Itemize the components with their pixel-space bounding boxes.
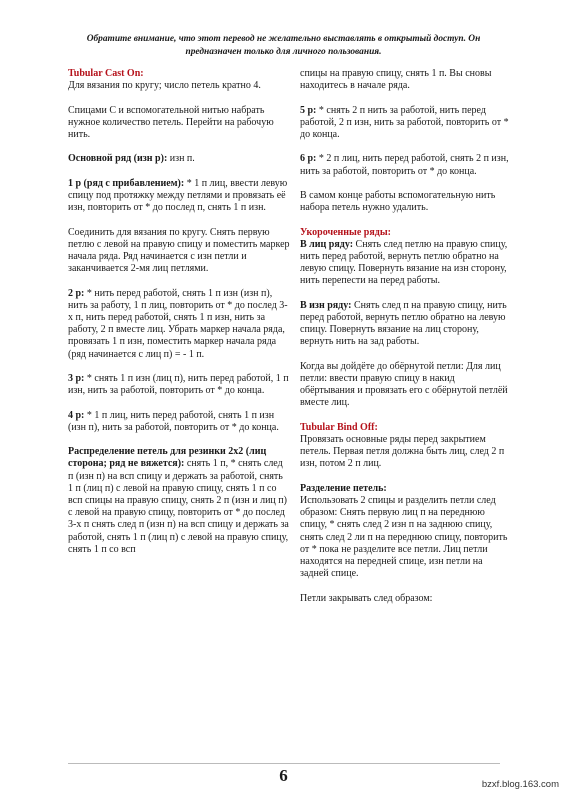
knit-row-label: В лиц ряду: [300,238,354,250]
row-4-text: * 1 п лиц, нить перед работой, снять 1 п изн (изн п), нить за работой, повторить от * до конца. [68,409,279,433]
notice-line-1: Обратите внимание, что этот перевод не желательно выставлять в открытый доступ. Он [86,34,481,44]
row-6-text: * 2 п лиц, нить перед работой, снять 2 п изн, нить за работой, повторить от * до конца. [300,153,509,177]
row-2-label: 2 р: [68,287,85,299]
wrapped-stitch-paragraph: Когда вы дойдёте до обёрнутой петли: Для лиц петли: ввести правую спицу в накид обёртывания и провязать его с обёрнутой петлёй вместе лиц. [300,360,508,409]
separation-section [300,483,512,581]
row-1-label: 1 р (ряд с прибавлением): [68,177,185,189]
purl-row-label: В изн ряду: [300,299,352,311]
row-3-label: 3 р: [68,372,85,384]
row-5-text: * снять 2 п нить за работой, нить перед работой, 2 п изн, нить за работой, повторить от * до конца. [300,104,509,140]
needles-paragraph: Спицами С и вспомогательной нитью набрать нужное количество петель. Перейти на рабочую нить. [68,104,274,140]
purl-row-text: Снять след п на правую спицу, нить перед работой, вернуть петлю обратно на левую спицу. Повернуть вязание на лиц сторону, вернуть нить на зад работы. [300,299,507,348]
notice-line-2: предназначен только для личного пользования. [185,47,382,57]
base-row-text: изн п. [167,153,195,165]
private-use-notice [40,33,527,59]
row-5-label: 5 р: [300,104,317,116]
watermark: bzxf.blog.163.com [481,779,559,790]
base-row-paragraph [68,153,290,165]
end-paragraph: В самом конце работы вспомогательную нить набора петель нужно удалить. [300,189,496,214]
footer-divider [68,763,500,764]
knit-row-text: Снять след петлю на правую спицу, нить перед работой, вернуть петлю обратно на левую спицу. Повернуть вязание на изн сторону, нить перепести на перед работы. [300,238,508,287]
bind-off-section [300,422,512,471]
row-6-label: 6 р: [300,153,317,165]
cast-on-section [68,68,290,92]
bind-off-heading: Tubular Bind Off: [300,421,378,433]
row-6-paragraph [300,153,512,177]
join-paragraph: Соединить для вязания по кругу. Снять первую петлю с левой на правую спицу и поместить маркер начала ряда. Ряд начинается с изн петли и заканчивается 2-мя лиц петлями. [68,226,290,275]
row-2-paragraph [68,288,290,361]
row-2-text: * нить перед работой, снять 1 п изн (изн п), нить за работу, 1 п лиц, повторить от * до послед 3-х п, нить перед работой, снять 1 п изн, нить за работу, 2 п вместе лиц. Убрать маркер начала ряда, провязать 1 п изн, поместить маркер начала ряда (ряд начинается с лиц п) = - 1 п. [68,287,288,360]
distribution-label: Распределение петель для резинки 2х2 (лиц сторона; ряд не вяжется): [68,446,267,470]
short-rows-heading: Укороченные ряды: [300,226,391,238]
right-column [300,68,512,617]
close-paragraph: Петли закрывать след образом: [300,592,433,604]
bind-off-text: Провязать основные ряды перед закрытием петель. Первая петля должна быть лиц, след 2 п изн, потом 2 п лиц. [300,433,505,470]
row-3-text: * снять 1 п изн (лиц п), нить перед работой, 1 п изн, нить за работой, повторить от * до конца. [68,372,289,397]
cast-on-text: Для вязания по кругу; число петель кратно 4. [68,80,261,92]
separation-text: Использовать 2 спицы и разделить петли след образом: Снять первую лиц п на переднюю спицу, * снять след 2 изн п на заднюю спицу, снять след 2 ли п на переднюю спицу, повторить от * пока не разделите все петли. Лиц петли находятся на передней спице, изн петли на задней спице. [300,494,508,580]
row-1-text: * 1 п лиц, ввести левую спицу под протяжку между петлями и провязать её изн, повторить от * до послед п, снять 1 п изн. [68,177,288,214]
purl-row-paragraph [300,300,512,349]
row-3-paragraph [68,373,290,397]
base-row-label: Основной ряд (изн р): [68,153,168,165]
row-5-paragraph [300,105,512,142]
left-column [68,68,290,568]
row-1-paragraph [68,178,290,215]
distribution-paragraph [68,446,290,556]
short-rows-section [300,227,512,288]
row-4-paragraph [68,410,290,434]
distribution-text: снять 1 п, * снять след п (изн п) на всп спицу и держать за работой, снять 1 п (лиц п) с левой на правую спицу, снять 1 п со всп спицы на правую спицу, снять 2 п (изн и лиц п) с левой на правую спицу, повторить от * до послед 3-х п снять след п (изн п) на всп спицу и держать за работой, снять 1 п (лиц п) с левой на правую спицу, снять 1 п со всп [68,458,289,555]
page-number: 6 [279,766,288,785]
row-4-label: 4 р: [68,409,85,421]
separation-label: Разделение петель: [300,482,387,494]
continue-paragraph: спицы на правую спицу, снять 1 п. Вы сновы находитесь в начале ряда. [300,68,492,92]
cast-on-heading: Tubular Cast On: [68,68,144,79]
